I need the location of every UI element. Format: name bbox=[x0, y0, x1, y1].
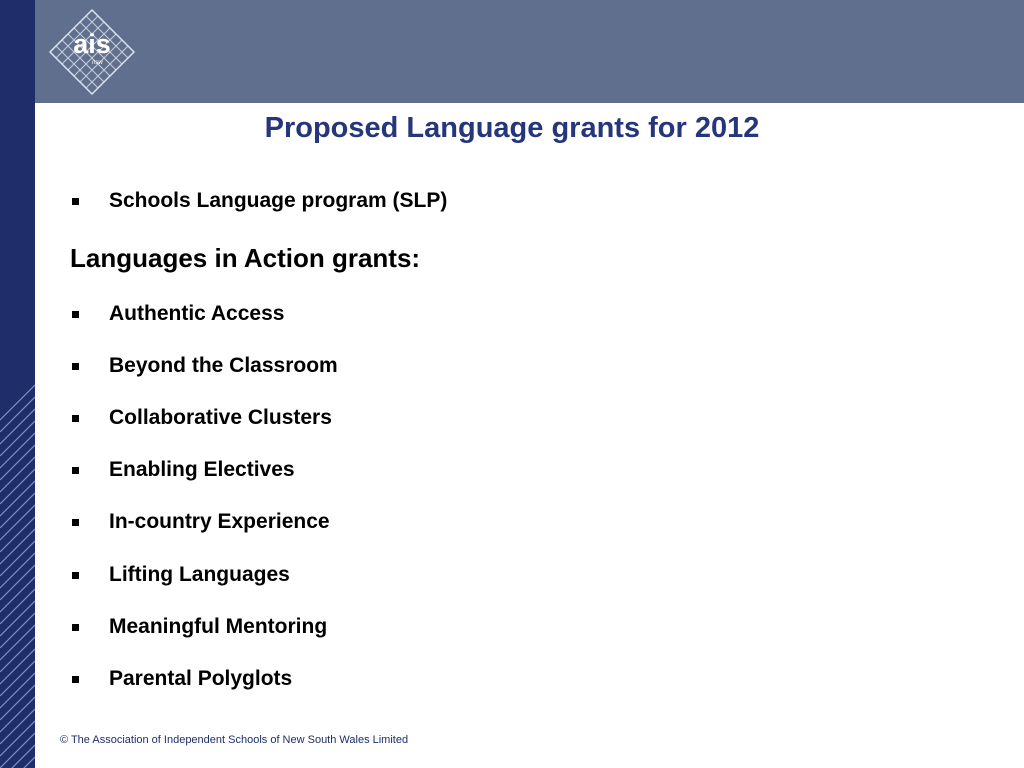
square-bullet-icon bbox=[72, 467, 79, 474]
square-bullet-icon bbox=[72, 311, 79, 318]
grant-item bbox=[72, 403, 332, 433]
top-bullet-item bbox=[72, 186, 447, 216]
grant-label: Authentic Access bbox=[109, 302, 285, 325]
grant-label: Collaborative Clusters bbox=[109, 406, 332, 429]
ais-logo bbox=[48, 8, 136, 96]
slide-title: Proposed Language grants for 2012 bbox=[264, 112, 760, 144]
square-bullet-icon bbox=[72, 198, 79, 205]
grant-label: In-country Experience bbox=[109, 510, 330, 533]
grant-item bbox=[72, 664, 292, 694]
grant-item bbox=[72, 560, 290, 590]
grant-item bbox=[72, 507, 330, 537]
square-bullet-icon bbox=[72, 363, 79, 370]
grant-item bbox=[72, 351, 338, 381]
logo-subtext: nsw bbox=[92, 60, 103, 66]
grant-label: Meaningful Mentoring bbox=[109, 615, 328, 638]
grant-item bbox=[72, 612, 327, 642]
square-bullet-icon bbox=[72, 624, 79, 631]
grant-label: Parental Polyglots bbox=[109, 667, 293, 690]
square-bullet-icon bbox=[72, 572, 79, 579]
square-bullet-icon bbox=[72, 415, 79, 422]
logo-text: ais bbox=[73, 29, 111, 59]
grant-item bbox=[72, 299, 284, 329]
bullet-text: Schools Language program (SLP) bbox=[109, 189, 448, 212]
grant-item bbox=[72, 455, 295, 485]
square-bullet-icon bbox=[72, 676, 79, 683]
section-heading: Languages in Action grants: bbox=[70, 243, 421, 273]
grant-label: Enabling Electives bbox=[109, 458, 295, 481]
header-band bbox=[35, 0, 1024, 103]
grant-label: Lifting Languages bbox=[109, 563, 290, 586]
copyright-footer: © The Association of Independent Schools of New South Wales Limited bbox=[60, 734, 409, 746]
square-bullet-icon bbox=[72, 519, 79, 526]
grant-label: Beyond the Classroom bbox=[109, 354, 338, 377]
